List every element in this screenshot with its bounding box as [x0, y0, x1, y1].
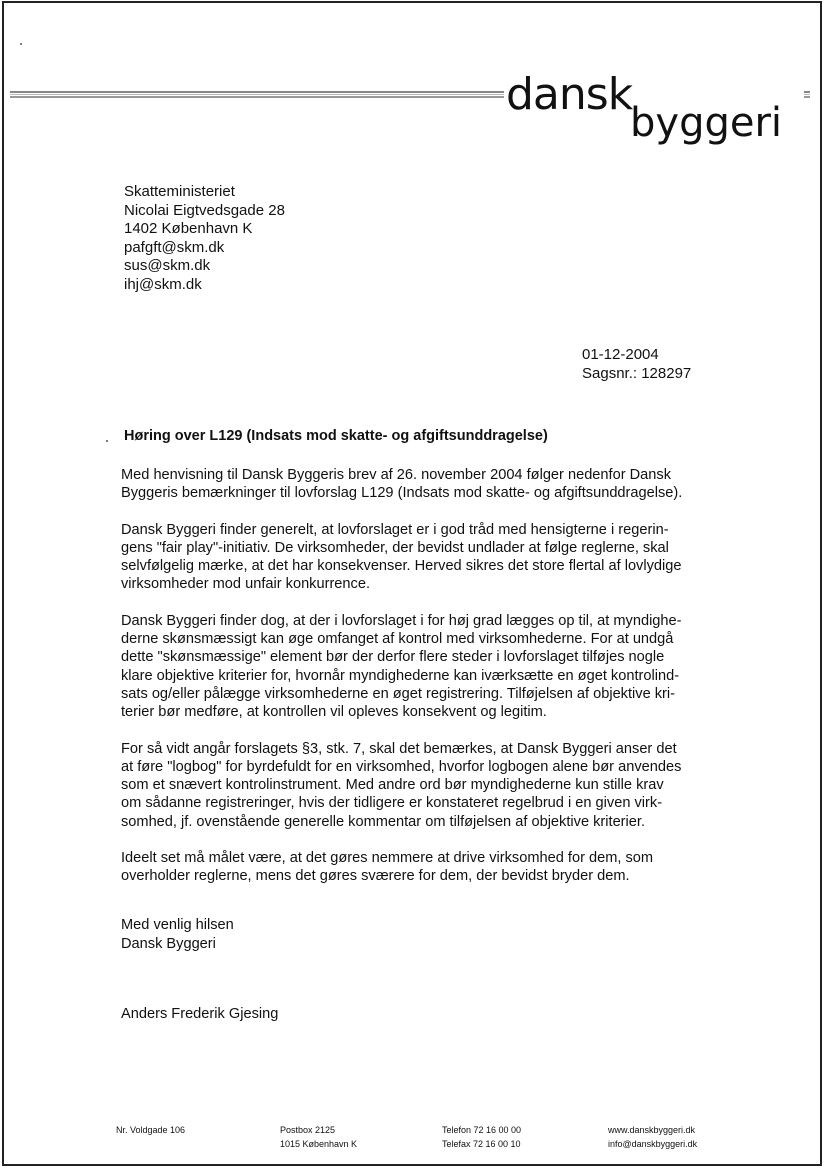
paragraph — [121, 849, 721, 886]
footer-fax: Telefax 72 16 00 10 — [442, 1139, 521, 1149]
footer-city: 1015 København K — [280, 1139, 358, 1149]
footer-phone-col — [442, 1123, 521, 1151]
logo-word-byggeri: byggeri — [630, 100, 783, 146]
footer-street-col — [116, 1123, 185, 1137]
recipient-line: Skatteministeriet — [124, 183, 235, 200]
text-line: som et snævert kontrolinstrument. Med andre ord bør myndighederne kun stille krav — [121, 777, 664, 794]
recipient-line: 1402 København K — [124, 220, 253, 237]
footer-web: www.danskbyggeri.dk — [608, 1125, 696, 1135]
letter-page — [2, 1, 822, 1166]
footer-phone: Telefon 72 16 00 00 — [442, 1125, 522, 1135]
closing-org: Dansk Byggeri — [121, 935, 216, 952]
paragraph — [121, 521, 721, 594]
text-line: Med henvisning til Dansk Byggeris brev af 26. november 2004 følger nedenfor Dansk — [121, 467, 671, 483]
text-line: om sådanne registreringer, hvis der tidligere er konstateret regelbrud i en given virk- — [121, 795, 663, 812]
text-line: For så vidt angår forslagets §3, stk. 7, skal det bemærkes, at Dansk Byggeri anser det — [121, 740, 677, 757]
footer-email: info@danskbyggeri.dk — [608, 1139, 698, 1149]
scan-speck — [106, 440, 108, 442]
letter-body — [121, 466, 721, 904]
text-line: somhed, jf. ovenstående generelle kommentar om tilføjelsen af objektive kriterier. — [121, 813, 646, 830]
recipient-line: pafgft@skm.dk — [124, 238, 225, 256]
closing-greeting: Med venlig hilsen — [121, 917, 234, 933]
recipient-line: Nicolai Eigtvedsgade 28 — [124, 201, 285, 219]
text-line: Dansk Byggeri finder dog, at der i lovforslaget i for høj grad lægges op til, at myndighe- — [121, 612, 682, 629]
dansk-byggeri-logo — [504, 69, 804, 153]
text-line: dette "skønsmæssige" element bør der derfor flere steder i lovforslaget tilføjes nogle — [121, 649, 665, 666]
paragraph — [121, 466, 721, 503]
scan-speck — [20, 43, 22, 45]
recipient-line: sus@skm.dk — [124, 257, 211, 274]
text-line: terier bør medføre, at kontrollen vil opleves konsekvent og legitim. — [121, 704, 547, 721]
paragraph — [121, 740, 721, 831]
logo-word-dansk: dansk — [506, 69, 633, 120]
case-number: Sagsnr.: 128297 — [582, 364, 692, 382]
text-line: virksomheder mod unfair konkurrence. — [121, 576, 371, 593]
signer-name: Anders Frederik Gjesing — [121, 1006, 279, 1022]
letter-date: 01-12-2004 — [582, 346, 659, 363]
footer-postbox-col — [280, 1123, 357, 1151]
text-line: derne skønsmæssigt kan øge omfanget af kontrol med virksomhederne. For at undgå — [121, 631, 674, 648]
footer-web-col — [608, 1123, 697, 1151]
text-line: Ideelt set må målet være, at det gøres nemmere at drive virksomhed for dem, som — [121, 850, 654, 867]
date-block — [582, 346, 691, 383]
recipient-line: ihj@skm.dk — [124, 275, 202, 293]
footer-street: Nr. Voldgade 106 — [116, 1125, 186, 1135]
text-line: overholder reglerne, mens det gøres sværere for dem, der bevidst bryder dem. — [121, 868, 630, 885]
paragraph — [121, 612, 721, 722]
text-line: Byggeris bemærkninger til lovforslag L129 (Indsats mod skatte- og afgiftsunddragelse). — [121, 485, 683, 502]
text-line: sats og/eller pålægge virksomhederne en øget registrering. Tilføjelsen af objektive kri- — [121, 685, 676, 702]
footer-postbox: Postbox 2125 — [280, 1125, 336, 1135]
recipient-address — [124, 183, 285, 294]
text-line: at føre "logbog" for byrdefuldt for en virksomhed, hvorfor logbogen alene bør anvendes — [121, 758, 682, 775]
letter-subject: Høring over L129 (Indsats mod skatte- og afgiftsunddragelse) — [124, 428, 548, 444]
text-line: klare objektive kriterier for, hvornår myndighederne kan iværksætte en øget kontrolind- — [121, 667, 680, 684]
text-line: Dansk Byggeri finder generelt, at lovforslaget er i god tråd med hensigterne i regerin- — [121, 521, 669, 538]
text-line: gens "fair play"-initiativ. De virksomheder, der bevidst undlader at følge reglerne, skal — [121, 539, 669, 556]
closing-block — [121, 916, 234, 953]
text-line: selvfølgelig mærke, at det har konsekvenser. Herved sikres det store flertal af lovlydige — [121, 558, 682, 575]
